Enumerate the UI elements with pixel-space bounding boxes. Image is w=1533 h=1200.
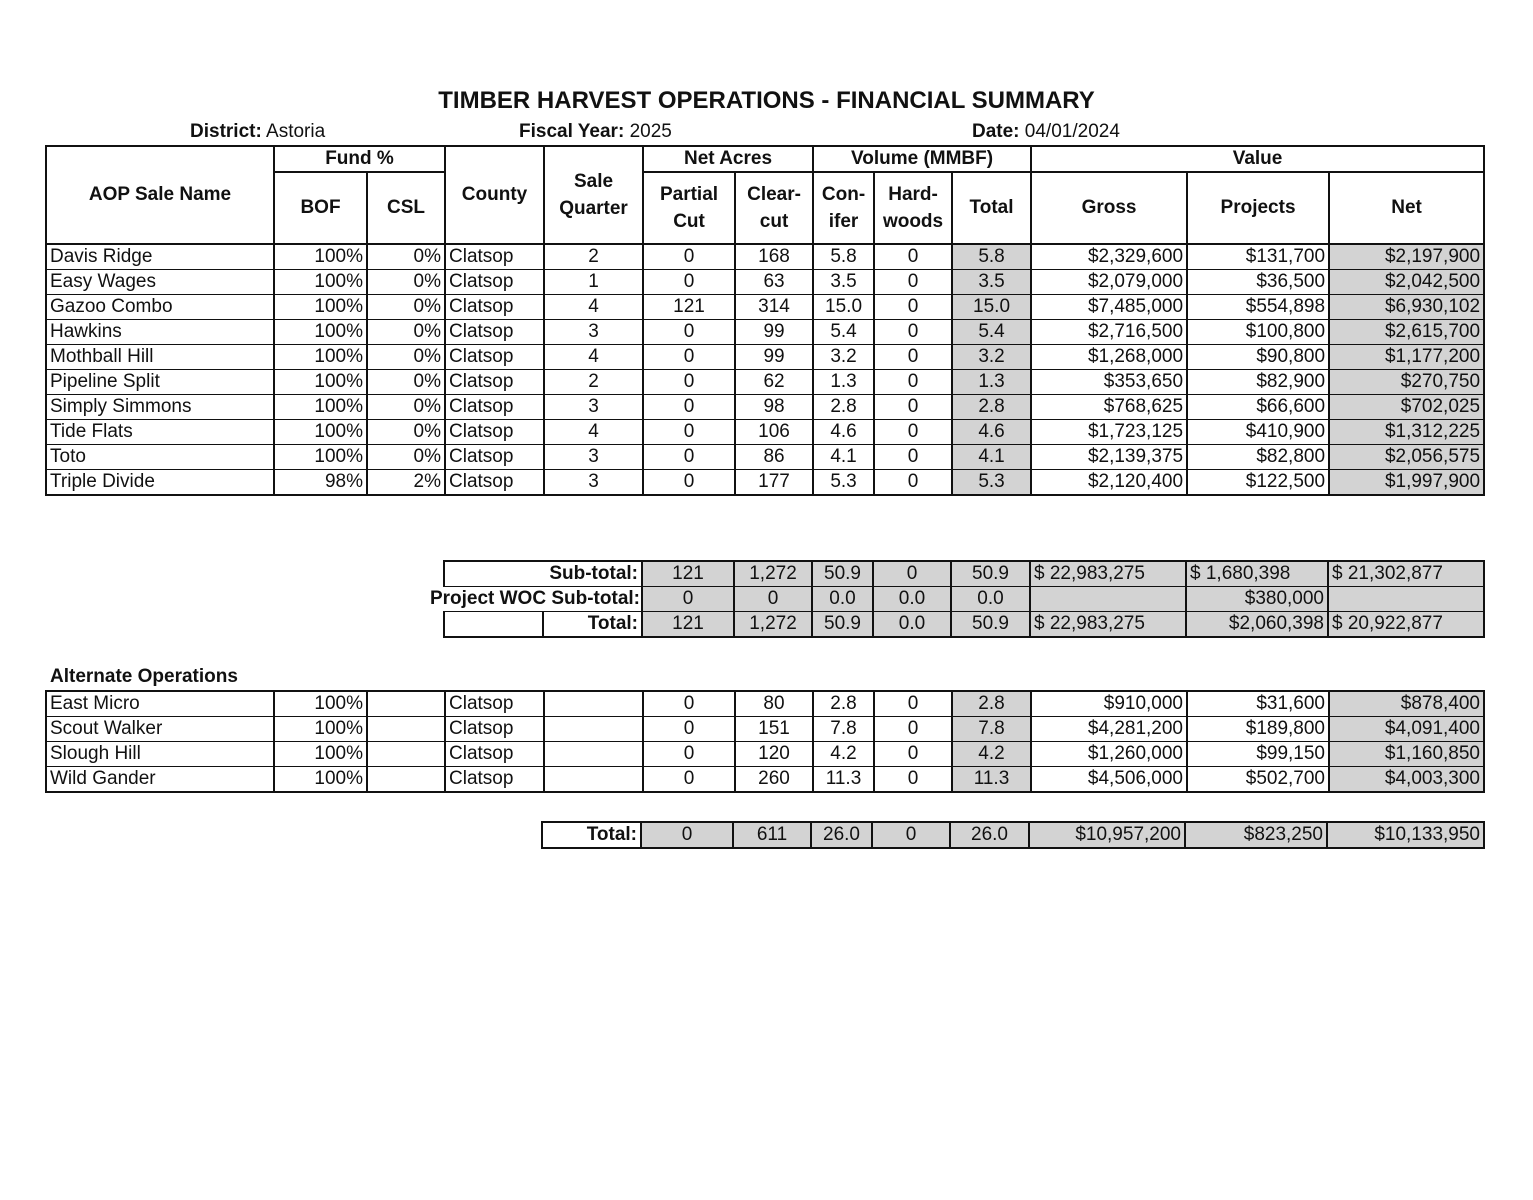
fiscal-year-label: Fiscal Year: <box>519 121 625 142</box>
partial-cut: 0 <box>643 445 735 470</box>
gross-value: $ 22,983,275 <box>1030 561 1186 587</box>
alt-total-label: Total: <box>542 822 641 848</box>
csl-pct: 0% <box>367 370 445 395</box>
volume-total: 26.0 <box>950 822 1029 848</box>
conifer: 50.9 <box>812 561 873 587</box>
clearcut: 62 <box>735 370 813 395</box>
gross-value: $2,139,375 <box>1031 445 1187 470</box>
table-row <box>46 320 1484 345</box>
projects-value: $189,800 <box>1187 717 1329 742</box>
gross-value: $1,260,000 <box>1031 742 1187 767</box>
hardwoods: 0 <box>874 742 952 767</box>
hardwoods: 0 <box>872 822 950 848</box>
sale-name: Davis Ridge <box>46 244 274 270</box>
county: Clatsop <box>445 295 544 320</box>
volume-total: 2.8 <box>952 395 1031 420</box>
clearcut: 151 <box>735 717 813 742</box>
gross-value: $2,716,500 <box>1031 320 1187 345</box>
table-row <box>46 742 1484 767</box>
conifer: 11.3 <box>813 767 874 793</box>
partial-cut: 0 <box>643 395 735 420</box>
gross-value: $4,281,200 <box>1031 717 1187 742</box>
volume-total: 0.0 <box>951 587 1030 612</box>
hardwoods: 0 <box>874 445 952 470</box>
clearcut: 99 <box>735 345 813 370</box>
projects-value: $554,898 <box>1187 295 1329 320</box>
bof-pct: 100% <box>274 742 367 767</box>
header-net-acres: Net Acres <box>643 146 813 172</box>
net-value: $2,615,700 <box>1329 320 1484 345</box>
partial-cut: 0 <box>642 587 734 612</box>
partial-cut: 0 <box>643 742 735 767</box>
sale-name: Wild Gander <box>46 767 274 793</box>
header-volume-total: Total <box>952 172 1031 244</box>
table-row <box>46 244 1484 270</box>
county: Clatsop <box>445 345 544 370</box>
county: Clatsop <box>445 270 544 295</box>
bof-pct: 100% <box>274 767 367 793</box>
gross-value: $1,268,000 <box>1031 345 1187 370</box>
clearcut: 611 <box>733 822 811 848</box>
partial-cut: 121 <box>642 612 734 638</box>
county: Clatsop <box>445 742 544 767</box>
header-conifer: Con- ifer <box>813 172 874 244</box>
partial-cut: 0 <box>643 767 735 793</box>
table-row <box>46 420 1484 445</box>
volume-total: 11.3 <box>952 767 1031 793</box>
sale-name: Triple Divide <box>46 470 274 496</box>
hardwoods: 0 <box>874 691 952 717</box>
partial-cut: 0 <box>643 345 735 370</box>
csl-pct: 0% <box>367 320 445 345</box>
gross-value <box>1030 587 1186 612</box>
county: Clatsop <box>445 320 544 345</box>
hardwoods: 0.0 <box>873 612 951 638</box>
header-sale-name: AOP Sale Name <box>46 146 274 244</box>
sale-name: Toto <box>46 445 274 470</box>
subtotal-label: Sub-total: <box>444 561 642 587</box>
date-value: 04/01/2024 <box>1024 121 1120 142</box>
gross-value: $1,723,125 <box>1031 420 1187 445</box>
hardwoods: 0 <box>874 470 952 496</box>
county: Clatsop <box>445 445 544 470</box>
total-spacer <box>444 612 543 638</box>
header-clearcut: Clear- cut <box>735 172 813 244</box>
header-net: Net <box>1329 172 1484 244</box>
clearcut: 63 <box>735 270 813 295</box>
volume-total: 1.3 <box>952 370 1031 395</box>
sale-name: Tide Flats <box>46 420 274 445</box>
sale-name: Pipeline Split <box>46 370 274 395</box>
county: Clatsop <box>445 767 544 793</box>
conifer: 26.0 <box>811 822 872 848</box>
projects-value: $823,250 <box>1185 822 1327 848</box>
projects-value: $90,800 <box>1187 345 1329 370</box>
net-value: $1,997,900 <box>1329 470 1484 496</box>
date-label: Date: <box>972 121 1020 142</box>
projects-value: $36,500 <box>1187 270 1329 295</box>
volume-total: 15.0 <box>952 295 1031 320</box>
clearcut: 0 <box>734 587 812 612</box>
table-row <box>46 470 1484 496</box>
bof-pct: 100% <box>274 420 367 445</box>
bof-pct: 100% <box>274 717 367 742</box>
district-label: District: <box>190 121 262 142</box>
table-row <box>46 270 1484 295</box>
table-row <box>46 345 1484 370</box>
projects-value: $31,600 <box>1187 691 1329 717</box>
sale-quarter: 1 <box>544 270 643 295</box>
net-value: $2,042,500 <box>1329 270 1484 295</box>
hardwoods: 0 <box>874 320 952 345</box>
conifer: 5.4 <box>813 320 874 345</box>
net-value: $270,750 <box>1329 370 1484 395</box>
conifer: 5.3 <box>813 470 874 496</box>
projects-value: $ 1,680,398 <box>1186 561 1328 587</box>
sale-quarter <box>544 767 643 793</box>
header-hardwoods: Hard- woods <box>874 172 952 244</box>
sale-name: Gazoo Combo <box>46 295 274 320</box>
page-title: TIMBER HARVEST OPERATIONS - FINANCIAL SUMMARY <box>438 87 1095 114</box>
county: Clatsop <box>445 691 544 717</box>
bof-pct: 100% <box>274 691 367 717</box>
header-sale-quarter: Sale Quarter <box>544 146 643 244</box>
csl-pct <box>367 767 445 793</box>
conifer: 7.8 <box>813 717 874 742</box>
county: Clatsop <box>445 717 544 742</box>
gross-value: $2,079,000 <box>1031 270 1187 295</box>
header-bof: BOF <box>274 172 367 244</box>
header-gross: Gross <box>1031 172 1187 244</box>
volume-total: 50.9 <box>951 561 1030 587</box>
gross-value: $10,957,200 <box>1029 822 1185 848</box>
gross-value: $2,329,600 <box>1031 244 1187 270</box>
projects-value: $82,900 <box>1187 370 1329 395</box>
clearcut: 120 <box>735 742 813 767</box>
conifer: 4.2 <box>813 742 874 767</box>
clearcut: 314 <box>735 295 813 320</box>
hardwoods: 0 <box>874 270 952 295</box>
hardwoods: 0 <box>874 295 952 320</box>
partial-cut: 0 <box>643 470 735 496</box>
clearcut: 80 <box>735 691 813 717</box>
gross-value: $910,000 <box>1031 691 1187 717</box>
subtotal-row <box>444 612 1484 638</box>
clearcut: 99 <box>735 320 813 345</box>
net-value: $6,930,102 <box>1329 295 1484 320</box>
district-field <box>190 121 325 143</box>
conifer: 3.2 <box>813 345 874 370</box>
partial-cut: 0 <box>643 717 735 742</box>
county: Clatsop <box>445 395 544 420</box>
csl-pct: 0% <box>367 244 445 270</box>
conifer: 1.3 <box>813 370 874 395</box>
net-value: $4,091,400 <box>1329 717 1484 742</box>
net-value: $ 20,922,877 <box>1328 612 1484 638</box>
partial-cut: 0 <box>643 691 735 717</box>
csl-pct: 0% <box>367 395 445 420</box>
volume-total: 5.3 <box>952 470 1031 496</box>
bof-pct: 100% <box>274 370 367 395</box>
partial-cut: 0 <box>643 320 735 345</box>
hardwoods: 0.0 <box>873 587 951 612</box>
volume-total: 4.2 <box>952 742 1031 767</box>
hardwoods: 0 <box>874 420 952 445</box>
partial-cut: 0 <box>643 244 735 270</box>
header-projects: Projects <box>1187 172 1329 244</box>
sale-name: Easy Wages <box>46 270 274 295</box>
partial-cut: 0 <box>643 420 735 445</box>
csl-pct: 0% <box>367 345 445 370</box>
csl-pct: 0% <box>367 445 445 470</box>
hardwoods: 0 <box>874 244 952 270</box>
sale-quarter: 3 <box>544 395 643 420</box>
csl-pct <box>367 717 445 742</box>
subtotal-row <box>444 561 1484 587</box>
clearcut: 260 <box>735 767 813 793</box>
gross-value: $7,485,000 <box>1031 295 1187 320</box>
partial-cut: 121 <box>643 295 735 320</box>
hardwoods: 0 <box>873 561 951 587</box>
net-value: $2,056,575 <box>1329 445 1484 470</box>
sale-quarter <box>544 691 643 717</box>
csl-pct <box>367 691 445 717</box>
volume-total: 4.6 <box>952 420 1031 445</box>
gross-value: $2,120,400 <box>1031 470 1187 496</box>
sale-quarter: 4 <box>544 420 643 445</box>
net-value: $ 21,302,877 <box>1328 561 1484 587</box>
bof-pct: 100% <box>274 244 367 270</box>
volume-total: 3.5 <box>952 270 1031 295</box>
projects-value: $122,500 <box>1187 470 1329 496</box>
net-value: $2,197,900 <box>1329 244 1484 270</box>
net-value: $10,133,950 <box>1327 822 1484 848</box>
header-partial-cut: Partial Cut <box>643 172 735 244</box>
volume-total: 7.8 <box>952 717 1031 742</box>
gross-value: $4,506,000 <box>1031 767 1187 793</box>
projects-value: $380,000 <box>1186 587 1328 612</box>
conifer: 50.9 <box>812 612 873 638</box>
sale-quarter: 3 <box>544 445 643 470</box>
clearcut: 168 <box>735 244 813 270</box>
net-value <box>1328 587 1484 612</box>
woc-subtotal-label: Project WOC Sub-total: <box>429 588 640 609</box>
volume-total: 2.8 <box>952 691 1031 717</box>
sale-name: Scout Walker <box>46 717 274 742</box>
projects-value: $99,150 <box>1187 742 1329 767</box>
csl-pct: 2% <box>367 470 445 496</box>
alternate-operations-heading: Alternate Operations <box>50 666 238 687</box>
table-row <box>46 717 1484 742</box>
clearcut: 106 <box>735 420 813 445</box>
table-row <box>46 767 1484 793</box>
projects-value: $131,700 <box>1187 244 1329 270</box>
sale-quarter: 2 <box>544 370 643 395</box>
partial-cut: 0 <box>643 370 735 395</box>
hardwoods: 0 <box>874 395 952 420</box>
csl-pct: 0% <box>367 420 445 445</box>
net-value: $1,177,200 <box>1329 345 1484 370</box>
date-field <box>972 121 1120 143</box>
volume-total: 5.4 <box>952 320 1031 345</box>
net-value: $878,400 <box>1329 691 1484 717</box>
clearcut: 1,272 <box>734 612 812 638</box>
clearcut: 1,272 <box>734 561 812 587</box>
sale-quarter: 3 <box>544 470 643 496</box>
bof-pct: 98% <box>274 470 367 496</box>
projects-value: $100,800 <box>1187 320 1329 345</box>
hardwoods: 0 <box>874 717 952 742</box>
conifer: 4.6 <box>813 420 874 445</box>
sale-quarter: 4 <box>544 345 643 370</box>
conifer: 5.8 <box>813 244 874 270</box>
sale-quarter <box>544 742 643 767</box>
alternate-operations-table <box>45 690 1485 793</box>
gross-value: $ 22,983,275 <box>1030 612 1186 638</box>
conifer: 2.8 <box>813 691 874 717</box>
conifer: 3.5 <box>813 270 874 295</box>
header-county: County <box>445 146 544 244</box>
net-value: $4,003,300 <box>1329 767 1484 793</box>
volume-total: 50.9 <box>951 612 1030 638</box>
net-value: $702,025 <box>1329 395 1484 420</box>
header-fund-pct: Fund % <box>274 146 445 172</box>
county: Clatsop <box>445 470 544 496</box>
conifer: 15.0 <box>813 295 874 320</box>
bof-pct: 100% <box>274 395 367 420</box>
projects-value: $502,700 <box>1187 767 1329 793</box>
sale-name: Mothball Hill <box>46 345 274 370</box>
sale-quarter: 3 <box>544 320 643 345</box>
net-value: $1,160,850 <box>1329 742 1484 767</box>
county: Clatsop <box>445 244 544 270</box>
hardwoods: 0 <box>874 767 952 793</box>
bof-pct: 100% <box>274 295 367 320</box>
volume-total: 5.8 <box>952 244 1031 270</box>
fiscal-year-value: 2025 <box>629 121 672 142</box>
hardwoods: 0 <box>874 370 952 395</box>
table-row <box>46 295 1484 320</box>
clearcut: 177 <box>735 470 813 496</box>
bof-pct: 100% <box>274 320 367 345</box>
sale-quarter <box>544 717 643 742</box>
clearcut: 86 <box>735 445 813 470</box>
sale-name: Slough Hill <box>46 742 274 767</box>
projects-value: $2,060,398 <box>1186 612 1328 638</box>
county: Clatsop <box>445 420 544 445</box>
header-volume: Volume (MMBF) <box>813 146 1031 172</box>
conifer: 0.0 <box>812 587 873 612</box>
bof-pct: 100% <box>274 445 367 470</box>
header-csl: CSL <box>367 172 445 244</box>
table-row <box>46 691 1484 717</box>
partial-cut: 0 <box>641 822 733 848</box>
projects-value: $410,900 <box>1187 420 1329 445</box>
table-row <box>46 370 1484 395</box>
sale-name: Hawkins <box>46 320 274 345</box>
table-row <box>46 395 1484 420</box>
volume-total: 3.2 <box>952 345 1031 370</box>
net-value: $1,312,225 <box>1329 420 1484 445</box>
projects-value: $82,800 <box>1187 445 1329 470</box>
gross-value: $768,625 <box>1031 395 1187 420</box>
clearcut: 98 <box>735 395 813 420</box>
conifer: 2.8 <box>813 395 874 420</box>
hardwoods: 0 <box>874 345 952 370</box>
county: Clatsop <box>445 370 544 395</box>
sale-name: Simply Simmons <box>46 395 274 420</box>
total-label: Total: <box>543 612 642 638</box>
header-value: Value <box>1031 146 1484 172</box>
fiscal-year-field <box>519 121 672 143</box>
table-row <box>46 445 1484 470</box>
sale-quarter: 4 <box>544 295 643 320</box>
sale-name: East Micro <box>46 691 274 717</box>
csl-pct <box>367 742 445 767</box>
alternate-total-row <box>542 822 1484 848</box>
alternate-total-table <box>541 821 1485 849</box>
partial-cut: 121 <box>642 561 734 587</box>
conifer: 4.1 <box>813 445 874 470</box>
sales-table <box>45 145 1485 496</box>
volume-total: 4.1 <box>952 445 1031 470</box>
district-value: Astoria <box>266 121 326 142</box>
bof-pct: 100% <box>274 270 367 295</box>
gross-value: $353,650 <box>1031 370 1187 395</box>
bof-pct: 100% <box>274 345 367 370</box>
partial-cut: 0 <box>643 270 735 295</box>
projects-value: $66,600 <box>1187 395 1329 420</box>
csl-pct: 0% <box>367 295 445 320</box>
sale-quarter: 2 <box>544 244 643 270</box>
csl-pct: 0% <box>367 270 445 295</box>
